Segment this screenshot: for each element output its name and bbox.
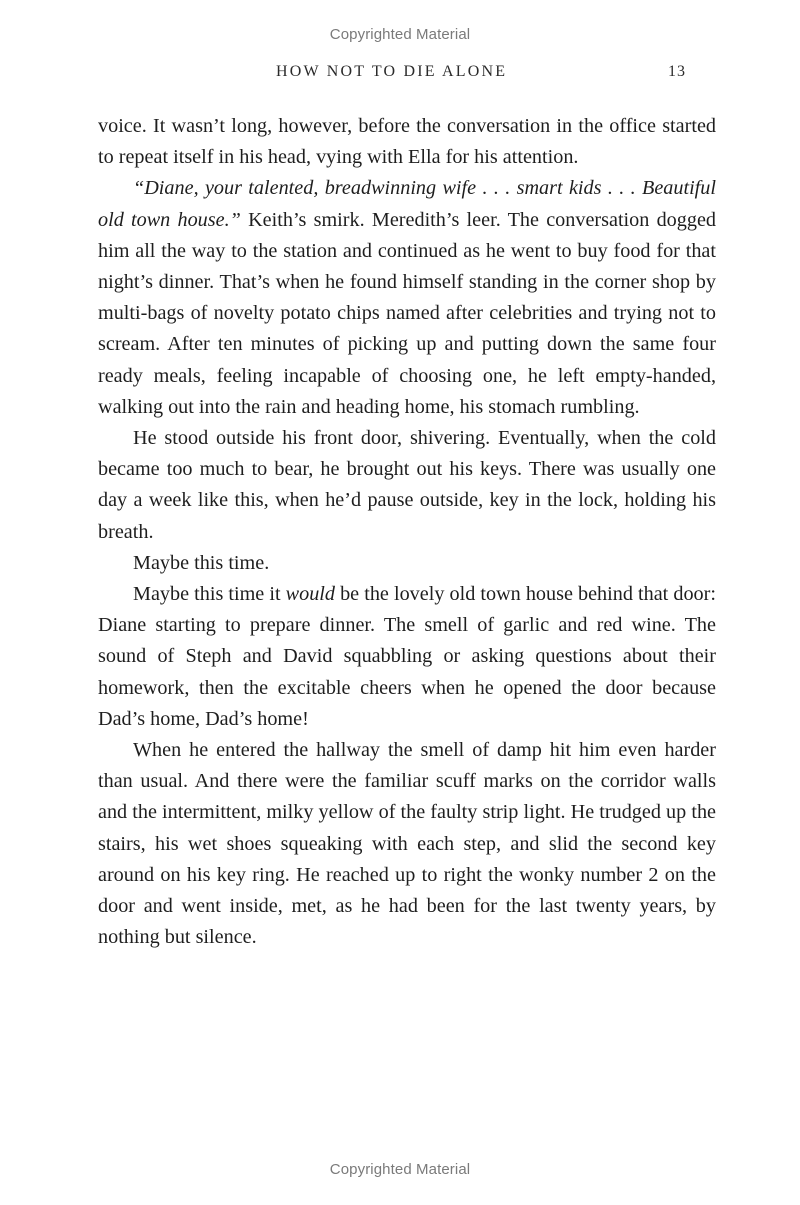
emphasized-word: would xyxy=(285,583,335,606)
copyright-watermark-top: Copyrighted Material xyxy=(329,26,471,43)
paragraph-4-text: Maybe this time. xyxy=(133,551,270,574)
paragraph-5 xyxy=(98,579,716,735)
page-number: 13 xyxy=(668,63,686,80)
running-title: HOW NOT TO DIE ALONE xyxy=(276,63,508,80)
running-header xyxy=(0,63,800,87)
paragraph-3 xyxy=(98,423,716,548)
paragraph-1 xyxy=(98,111,716,173)
paragraph-5-before: Maybe this time it xyxy=(133,583,286,606)
paragraph-3-text: He stood outside his front door, shivering. Eventually, when the cold became too much to bear, he brought out his keys. There was usually one day a week like this, when he’d pause outside, key in the lock, holding his breath. xyxy=(98,427,716,543)
paragraph-2 xyxy=(98,173,716,423)
paragraph-6 xyxy=(98,735,716,953)
copyright-watermark-bottom: Copyrighted Material xyxy=(329,1161,471,1178)
paragraph-6-text: When he entered the hallway the smell of damp hit him even harder than usual. And there were the familiar scuff marks on the corridor walls and the intermittent, milky yellow of the faulty strip light. He trudged up the stairs, his wet shoes squeaking with each step, and slid the second key around on his key ring. He reached up to right the wonky number 2 on the door and went inside, met, as he had been for the last twenty years, by nothing but silence. xyxy=(98,739,716,949)
body-text xyxy=(98,111,716,953)
paragraph-2-text: Keith’s smirk. Meredith’s leer. The conversation dogged him all the way to the station and continued as he went to buy food for that night’s dinner. That’s when he found himself standing in the corner shop by multi-bags of novelty potato chips named after celebrities and trying not to scream. After ten minutes of picking up and putting down the same four ready meals, feeling incapable of choosing one, he left empty-handed, walking out into the rain and heading home, his stomach rumbling. xyxy=(98,208,716,418)
paragraph-4 xyxy=(98,548,716,579)
paragraph-5-after: be the lovely old town house behind that door: Diane starting to prepare dinner. The smell of garlic and red wine. The sound of Steph and David squabbling or asking questions about their homework, then the excitable cheers when he opened the door because Dad’s home, Dad’s home! xyxy=(98,583,716,730)
quoted-dialogue: “Diane, your talented, breadwinning wife . . . smart kids . . . Beautiful old town house.” xyxy=(98,177,716,231)
paragraph-1-text: voice. It wasn’t long, however, before the conversation in the office started to repeat itself in his head, vying with Ella for his attention. xyxy=(98,115,716,169)
